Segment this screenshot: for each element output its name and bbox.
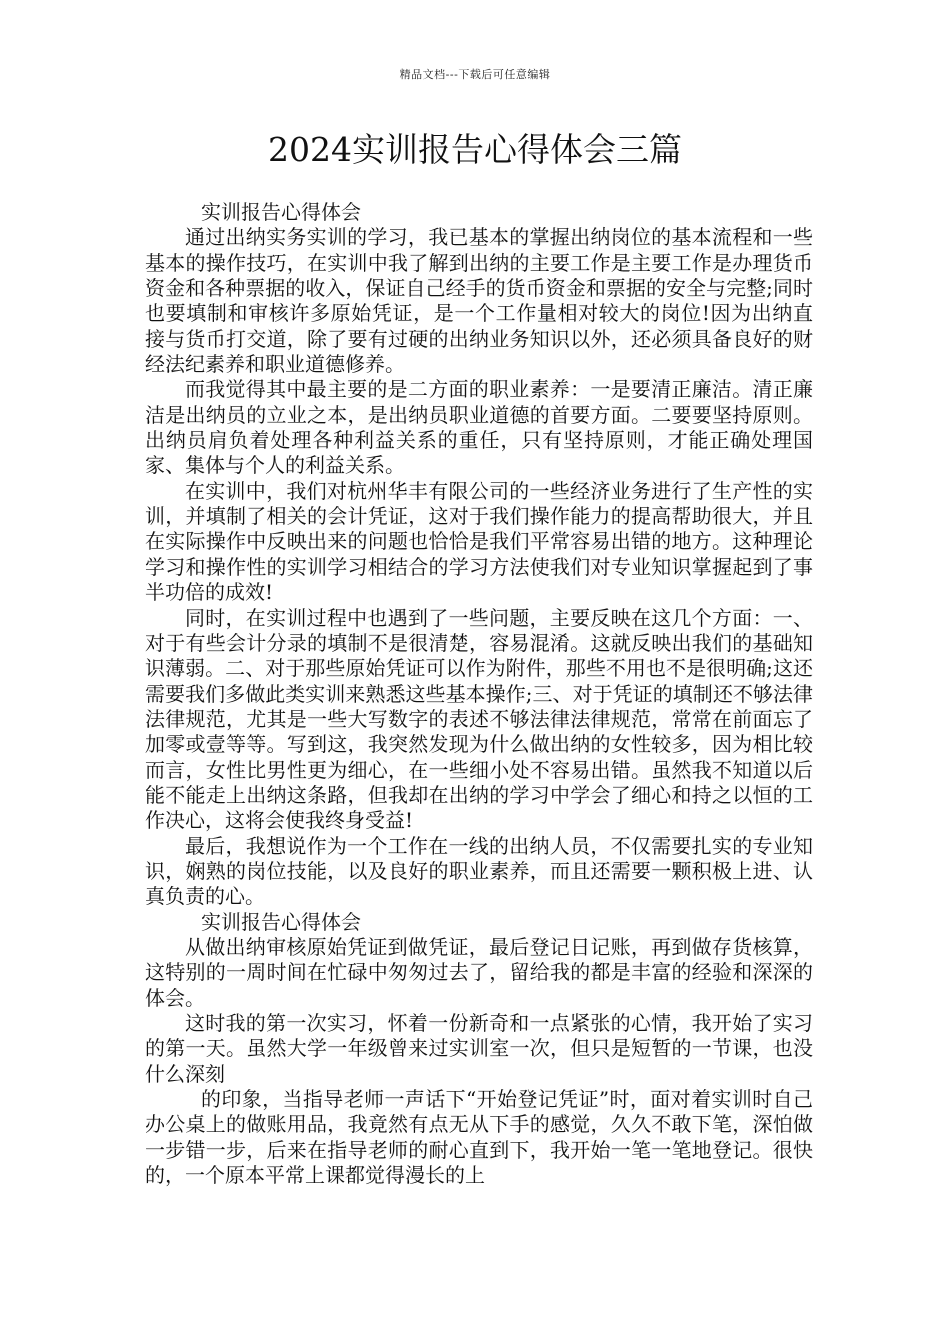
- body-paragraph: 在实训中，我们对杭州华丰有限公司的一些经济业务进行了生产性的实训，并填制了相关的会计凭证，这对于我们操作能力的提高帮助很大，并且在实际操作中反映出来的问题也恰恰是我们平常容易出错的地方。这种理论学习和操作性的实训学习相结合的学习方法使我们对专业知识掌握起到了事半功倍的成效!: [145, 478, 813, 605]
- body-paragraph: 最后，我想说作为一个工作在一线的出纳人员，不仅需要扎实的专业知识，娴熟的岗位技能，以及良好的职业素养，而且还需要一颗积极上进、认真负责的心。: [145, 833, 813, 909]
- body-paragraph: 而我觉得其中最主要的是二方面的职业素养：一是要清正廉洁。清正廉洁是出纳员的立业之本，是出纳员职业道德的首要方面。二要要坚持原则。出纳员肩负着处理各种利益关系的重任，只有坚持原则，才能正确处理国家、集体与个人的利益关系。: [145, 377, 813, 478]
- body-paragraph: 同时，在实训过程中也遇到了一些问题，主要反映在这几个方面：一、对于有些会计分录的填制不是很清楚，容易混淆。这就反映出我们的基础知识薄弱。二、对于那些原始凭证可以作为附件，那些不用也不是很明确;这还需要我们多做此类实训来熟悉这些基本操作;三、对于凭证的填制还不够法律法律规范，尤其是一些大写数字的表述不够法律法律规范，常常在前面忘了加零或壹等等。写到这，我突然发现为什么做出纳的女性较多，因为相比较而言，女性比男性更为细心，在一些细小处不容易出错。虽然我不知道以后能不能走上出纳这条路，但我却在出纳的学习中学会了细心和持之以恒的工作决心，这将会使我终身受益!: [145, 605, 813, 833]
- body-paragraph-continuation: 的印象，当指导老师一声话下“开始登记凭证”时，面对着实训时自己办公桌上的做账用品，我竟然有点无从下手的感觉，久久不敢下笔，深怕做一步错一步，后来在指导老师的耐心直到下，我开始一笔一笔地登记。很快的，一个原本平常上课都觉得漫长的上: [145, 1087, 813, 1188]
- body-paragraph: 这时我的第一次实习，怀着一份新奇和一点紧张的心情，我开始了实习的第一天。虽然大学一年级曾来过实训室一次，但只是短暂的一节课，也没什么深刻: [145, 1011, 813, 1086]
- body-paragraph: 从做出纳审核原始凭证到做凭证，最后登记日记账，再到做存货核算，这特别的一周时间在忙碌中匆匆过去了，留给我的都是丰富的经验和深深的体会。: [145, 934, 813, 1010]
- section-heading: 实训报告心得体会: [201, 909, 361, 934]
- document-body: [145, 200, 813, 1188]
- section-heading: 实训报告心得体会: [201, 200, 361, 224]
- header-note: 精品文档---下载后可任意编辑: [399, 68, 551, 81]
- document-title: 2024实训报告心得体会三篇: [268, 130, 682, 169]
- body-paragraph: 通过出纳实务实训的学习，我已基本的掌握出纳岗位的基本流程和一些基本的操作技巧，在实训中我了解到出纳的主要工作是主要工作是办理货币资金和各种票据的收入，保证自己经手的货币资金和票据的安全与完整;同时也要填制和审核许多原始凭证，是一个工作量相对较大的岗位!因为出纳直接与货币打交道，除了要有过硬的出纳业务知识以外，还必须具备良好的财经法纪素养和职业道德修养。: [145, 225, 813, 377]
